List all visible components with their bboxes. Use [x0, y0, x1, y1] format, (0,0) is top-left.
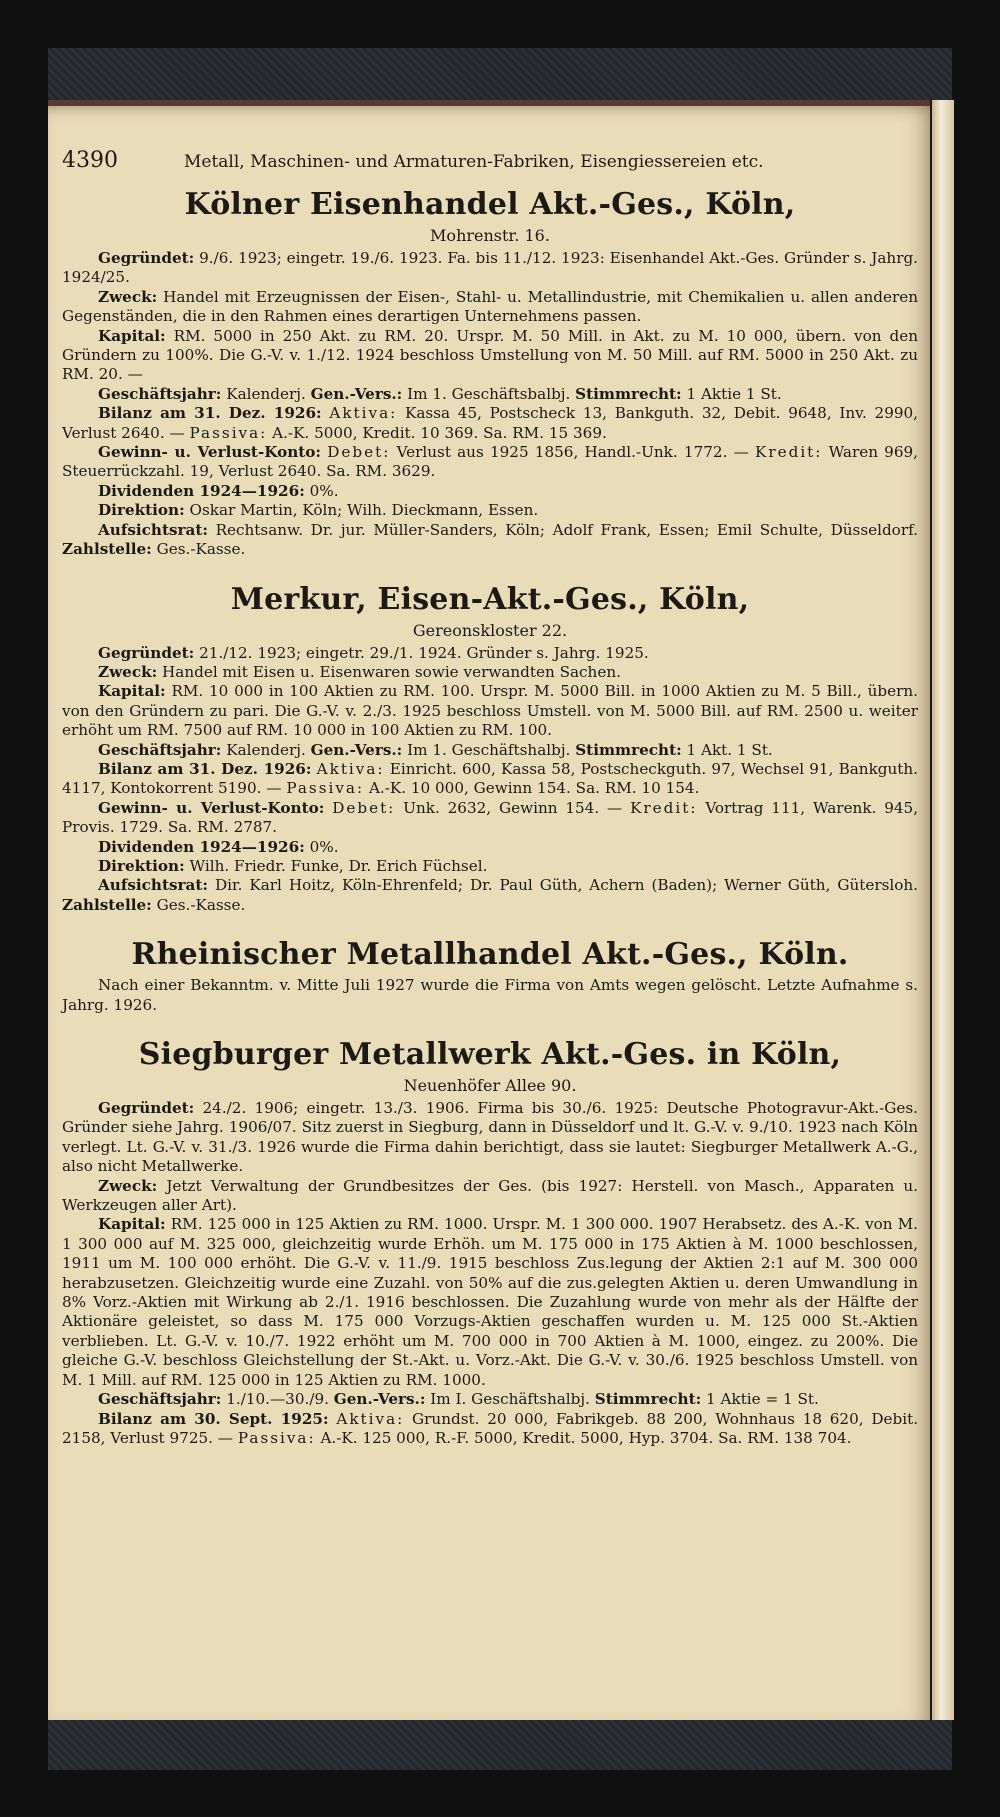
- genvers-label: Gen.-Vers.:: [310, 740, 403, 759]
- gegruendet-paragraph: [62, 249, 918, 288]
- stimmrecht-label: Stimmrecht:: [575, 740, 682, 759]
- gegruendet-paragraph: [62, 1099, 918, 1177]
- book-spine-edge: [930, 100, 954, 1720]
- genvers-label: Gen.-Vers.:: [310, 384, 403, 403]
- kapital-paragraph: [62, 682, 918, 740]
- genvers-text: Im 1. Geschäftshalbj.: [407, 740, 571, 759]
- zweck-label: Zweck:: [98, 287, 158, 306]
- geschaeftsjahr-paragraph: [62, 1390, 918, 1409]
- debet-label: Debet:: [332, 798, 396, 817]
- geschaeftsjahr-paragraph: [62, 741, 918, 760]
- passiva-text: A.-K. 10 000, Gewinn 154. Sa. RM. 10 154.: [368, 779, 700, 798]
- aktiva-text: Grundst. 20 000, Fabrikgeb. 88 200, Wohnhaus 18 620, Debit. 2158, Verlust 9725. —: [62, 1409, 919, 1447]
- dividenden-paragraph: [62, 482, 918, 501]
- zweck-text: Handel mit Eisen u. Eisenwaren sowie verwandten Sachen.: [162, 662, 621, 681]
- kredit-text: Vortrag 111, Warenk. 945, Provis. 1729. Sa. RM. 2787.: [62, 798, 919, 837]
- stimmrecht-text: 1 Akt. 1 St.: [686, 740, 773, 759]
- geschaeftsjahr-text: 1./10.—30./9.: [226, 1390, 329, 1409]
- aktiva-label: Aktiva:: [336, 1409, 405, 1428]
- company-entry-siegburger: [62, 1037, 918, 1448]
- book-cloth-bottom: [48, 1720, 952, 1770]
- company-title: Siegburger Metallwerk Akt.-Ges. in Köln,: [138, 1037, 842, 1072]
- direktion-text: Oskar Martin, Köln; Wilh. Dieckmann, Essen.: [189, 501, 539, 520]
- gewinn-paragraph: [62, 799, 918, 838]
- direktion-label: Direktion:: [98, 856, 185, 875]
- bilanz-label: Bilanz am 31. Dez. 1926:: [98, 759, 312, 778]
- geschaeftsjahr-text: Kalenderj.: [226, 740, 306, 759]
- aktiva-text: Kassa 45, Postscheck 13, Bankguth. 32, Debit. 9648, Inv. 2990, Verlust 2640. —: [62, 404, 919, 442]
- passiva-text: A.-K. 5000, Kredit. 10 369. Sa. RM. 15 369.: [272, 423, 607, 442]
- geschaeftsjahr-label: Geschäftsjahr:: [98, 740, 222, 759]
- company-title: Kölner Eisenhandel Akt.-Ges., Köln,: [184, 187, 796, 222]
- section-gap: [62, 1015, 918, 1029]
- zweck-paragraph: [62, 288, 918, 327]
- dividenden-text: 0%.: [309, 481, 339, 500]
- zweck-paragraph: [62, 663, 918, 682]
- passiva-text: A.-K. 125 000, R.-F. 5000, Kredit. 5000, Hyp. 3704. Sa. RM. 138 704.: [320, 1428, 852, 1447]
- passiva-label: Passiva:: [237, 1428, 316, 1447]
- kredit-text: Waren 969, Steuerrückzahl. 19, Verlust 2640. Sa. RM. 3629.: [62, 443, 918, 481]
- geschaeftsjahr-label: Geschäftsjahr:: [98, 384, 222, 403]
- zahlstelle-label: Zahlstelle:: [62, 540, 152, 559]
- zweck-label: Zweck:: [98, 662, 158, 681]
- gewinn-label: Gewinn- u. Verlust-Konto:: [98, 443, 322, 462]
- kapital-label: Kapital:: [98, 682, 166, 701]
- aufsichtsrat-paragraph: [62, 521, 918, 560]
- direktion-paragraph: [62, 857, 918, 876]
- direktion-label: Direktion:: [98, 501, 185, 520]
- dividenden-label: Dividenden 1924—1926:: [98, 481, 305, 500]
- kredit-label: Kredit:: [630, 798, 698, 817]
- zahlstelle-text: Ges.-Kasse.: [156, 895, 246, 914]
- debet-text: Unk. 2632, Gewinn 154. —: [403, 798, 623, 817]
- aktiva-text: Einricht. 600, Kassa 58, Postscheckguth. 97, Wechsel 91, Bankguth. 4117, Kontokorrent 5190. —: [62, 759, 919, 798]
- gegruendet-label: Gegründet:: [98, 249, 195, 267]
- aktiva-label: Aktiva:: [316, 759, 385, 778]
- kredit-label: Kredit:: [755, 443, 823, 462]
- bilanz-label: Bilanz am 31. Dez. 1926:: [98, 404, 322, 423]
- gewinn-label: Gewinn- u. Verlust-Konto:: [98, 798, 325, 817]
- company-address: Neuenhöfer Allee 90.: [403, 1076, 577, 1095]
- zweck-label: Zweck:: [98, 1176, 158, 1195]
- page-content: [62, 148, 918, 1448]
- company-title: Merkur, Eisen-Akt.-Ges., Köln,: [230, 581, 750, 617]
- kapital-text: RM. 10 000 in 100 Aktien zu RM. 100. Urspr. M. 5000 Bill. in 1000 Aktien zu M. 5 Bill., übern. von den Gründern zu pari. Die G.-V. v. 2./3. 1925 beschloss Umstell. von M. 5000 Bill. auf RM. 2500 u. weiter erhöht um RM. 7500 auf RM. 10 000 in 100 Aktien zu RM. 100.: [62, 682, 919, 740]
- kapital-label: Kapital:: [98, 326, 166, 345]
- geschaeftsjahr-text: Kalenderj.: [226, 384, 306, 403]
- dividenden-label: Dividenden 1924—1926:: [98, 837, 305, 856]
- stimmrecht-text: 1 Aktie = 1 St.: [706, 1390, 819, 1409]
- aufsichtsrat-text: Rechtsanw. Dr. jur. Müller-Sanders, Köln; Adolf Frank, Essen; Emil Schulte, Düsseldorf.: [215, 520, 918, 539]
- passiva-label: Passiva:: [189, 423, 268, 442]
- passiva-label: Passiva:: [286, 779, 365, 798]
- gegruendet-text: 24./2. 1906; eingetr. 13./3. 1906. Firma bis 30./6. 1925: Deutsche Photogravur-Akt.-Ges. Gründer siehe Jahrg. 1906/07. Sitz zuerst in Siegburg, dann in Düsseldorf und lt. G.-V. v. 9./10. 1923 nach Köln verlegt. Lt. G.-V. v. 31./3. 1926 wurde die Firma dahin berichtigt, dass sie lautet: Siegburger Metallwerk A.-G., also nicht Metallwerke.: [62, 1099, 918, 1176]
- kapital-paragraph: [62, 327, 918, 385]
- aktiva-label: Aktiva:: [329, 404, 398, 423]
- dividenden-text: 0%.: [309, 837, 339, 856]
- direktion-paragraph: [62, 501, 918, 520]
- company-address: Gereonskloster 22.: [412, 620, 568, 640]
- aufsichtsrat-paragraph: [62, 876, 918, 915]
- aufsichtsrat-text: Dir. Karl Hoitz, Köln-Ehrenfeld; Dr. Paul Güth, Achern (Baden); Werner Güth, Gütersloh.: [214, 876, 918, 895]
- bilanz-paragraph: [62, 404, 918, 443]
- direktion-text: Wilh. Friedr. Funke, Dr. Erich Füchsel.: [189, 856, 488, 875]
- aufsichtsrat-label: Aufsichtsrat:: [98, 520, 208, 539]
- zweck-text: Jetzt Verwaltung der Grundbesitzes der Ges. (bis 1927: Herstell. von Masch., Apparaten u. Werkzeugen aller Art).: [62, 1176, 919, 1215]
- gegruendet-label: Gegründet:: [98, 1099, 195, 1117]
- kapital-text: RM. 125 000 in 125 Aktien zu RM. 1000. Urspr. M. 1 300 000. 1907 Herabsetz. des A.-K. von M. 1 300 000 auf M. 325 000, gleichzeitig wurde Erhöh. um M. 175 000 in 175 Aktien à M. 1000 beschlossen, 1911 um M. 100 000 erhöht. Die G.-V. v. 11./9. 1915 beschloss Zus.legung der Aktien 2:1 auf M. 300 000 herabzusetzen. Gleichzeitig wurde eine Zuzahl. von 50% auf die zus.gelegten Aktien u. deren Umwandlung in 8% Vorz.-Aktien mit Wirkung ab 2./1. 1916 beschlossen. Die Zuzahlung wurde von mehr als der Hälfte der Aktionäre geleistet, so dass M. 175 000 Vorzugs-Aktien geschaffen wurden u. M. 125 000 St.-Aktien verblieben. Lt. G.-V. v. 10./7. 1922 erhöht um M. 700 000 in 700 Aktien à M. 1000, eingez. zu 200%. Die gleiche G.-V. beschloss Gleichstellung der St.-Akt. u. Vorz.-Akt. Die G.-V. v. 30./6. 1925 beschloss Umstell. von M. 1 Mill. auf RM. 125 000 in 125 Aktien zu RM. 1000.: [62, 1215, 919, 1389]
- kapital-label: Kapital:: [98, 1215, 166, 1234]
- document-page: [48, 106, 930, 1720]
- geschaeftsjahr-paragraph: [62, 385, 918, 404]
- deletion-notice: Nach einer Bekanntm. v. Mitte Juli 1927 wurde die Firma von Amts wegen gelöscht. Letzte Aufnahme s. Jahrg. 1926.: [62, 976, 918, 1014]
- gegruendet-text: 21./12. 1923; eingetr. 29./1. 1924. Gründer s. Jahrg. 1925.: [199, 643, 649, 662]
- stimmrecht-label: Stimmrecht:: [594, 1390, 702, 1409]
- zahlstelle-label: Zahlstelle:: [62, 895, 152, 914]
- running-header-title: Metall, Maschinen- und Armaturen-Fabriken, Eisengiessereien etc.: [184, 152, 764, 172]
- company-title: Rheinischer Metallhandel Akt.-Ges., Köln.: [131, 937, 849, 973]
- debet-label: Debet:: [327, 443, 391, 462]
- stimmrecht-label: Stimmrecht:: [575, 384, 682, 403]
- company-entry-rheinischer: [62, 937, 918, 1015]
- aufsichtsrat-label: Aufsichtsrat:: [98, 876, 208, 895]
- section-gap: [62, 915, 918, 929]
- zweck-paragraph: [62, 1177, 918, 1216]
- kapital-paragraph: [62, 1215, 918, 1390]
- bilanz-paragraph: [62, 760, 918, 799]
- running-header: [62, 148, 918, 173]
- debet-text: Verlust aus 1925 1856, Handl.-Unk. 1772. —: [396, 443, 749, 462]
- geschaeftsjahr-label: Geschäftsjahr:: [98, 1390, 222, 1409]
- genvers-text: Im 1. Geschäftsbalbj.: [407, 384, 571, 403]
- company-entry-koelner-eisenhandel: [62, 187, 918, 560]
- gegruendet-paragraph: [62, 644, 918, 663]
- bilanz-paragraph: [62, 1410, 918, 1449]
- stimmrecht-text: 1 Aktie 1 St.: [686, 384, 782, 403]
- gewinn-paragraph: [62, 443, 918, 482]
- company-entry-merkur: [62, 582, 918, 916]
- dividenden-paragraph: [62, 838, 918, 857]
- zweck-text: Handel mit Erzeugnissen der Eisen-, Stahl- u. Metallindustrie, mit Chemikalien u. allen anderen Gegenständen, die in den Rahmen eines derartigen Unternehmens passen.: [62, 287, 919, 326]
- zahlstelle-text: Ges.-Kasse.: [156, 540, 246, 559]
- genvers-label: Gen.-Vers.:: [333, 1390, 426, 1409]
- company-address: Mohrenstr. 16.: [430, 226, 550, 245]
- bilanz-label: Bilanz am 30. Sept. 1925:: [98, 1409, 329, 1428]
- gegruendet-label: Gegründet:: [98, 643, 195, 662]
- genvers-text: Im I. Geschäftshalbj.: [430, 1390, 590, 1409]
- book-cloth-top: [48, 48, 952, 104]
- gegruendet-text: 9./6. 1923; eingetr. 19./6. 1923. Fa. bis 11./12. 1923: Eisenhandel Akt.-Ges. Gründer s. Jahrg. 1924/25.: [62, 249, 919, 287]
- page-number: 4390: [62, 148, 118, 173]
- section-gap: [62, 560, 918, 574]
- kapital-text: RM. 5000 in 250 Akt. zu RM. 20. Urspr. M. 50 Mill. in Akt. zu M. 10 000, übern. von den Gründern zu 100%. Die G.-V. v. 1./12. 1924 beschloss Umstellung von M. 50 Mill. auf RM. 5000 in 250 Akt. zu RM. 20. —: [62, 326, 918, 384]
